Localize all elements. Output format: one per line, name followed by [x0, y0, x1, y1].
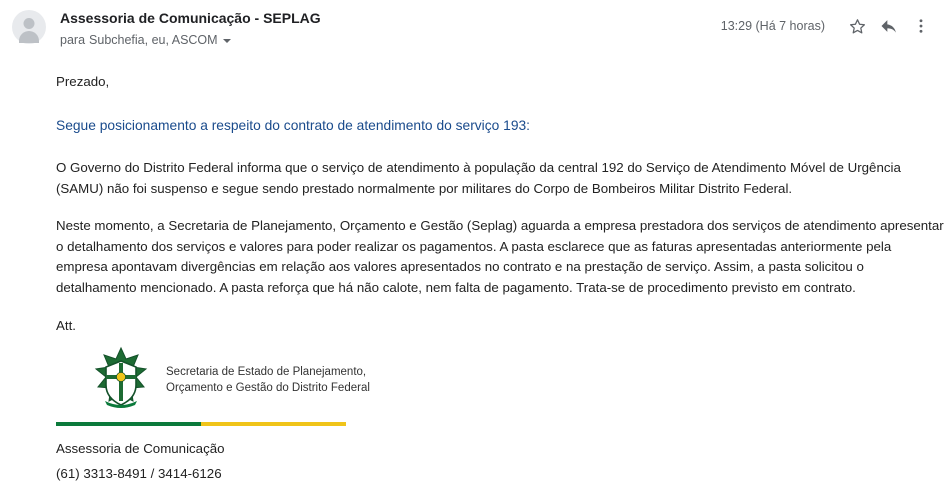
- email-body: [0, 54, 949, 484]
- signature-org-line-1: Secretaria de Estado de Planejamento,: [166, 365, 367, 378]
- lead-line-text: Segue posicionamento a respeito do contrato de atendimento do serviço 193:: [56, 117, 531, 133]
- recipient-list: Subchefia, eu, ASCOM: [89, 33, 218, 47]
- signature-bar-green: [56, 422, 201, 426]
- sender-name: Assessoria de Comunicação - SEPLAG: [60, 10, 321, 26]
- signature-phone: (61) 3313-8491 / 3414-6126: [56, 465, 222, 481]
- signature-org-block: [166, 364, 370, 397]
- paragraph-2: Neste momento, a Secretaria de Planejamento, Orçamento e Gestão (Seplag) aguarda a empresa prestadora dos serviços de atendimento apresentar o detalhamento dos serviços e valores para poder realizar os pagamentos. A pasta esclarece que as faturas apresentadas anteriormente pela empresa apontavam divergências em relação aos valores apresentados no contrato e na prestação de serviço. Assim, a pasta solicitou o detalhamento mencionado. A pasta reforça que há não calote, nem falta de pagamento. Trata-se de procedimento previsto em contrato.: [56, 218, 944, 296]
- paragraph-1: O Governo do Distrito Federal informa que o serviço de atendimento à população da central 192 do Serviço de Atendimento Móvel de Urgência (SAMU) não foi suspenso e segue sendo prestado normalmente por militares do Corpo de Bombeiros Militar Distrito Federal.: [56, 159, 901, 196]
- signature-department: Assessoria de Comunicação: [56, 441, 225, 457]
- signature-top-row: [56, 344, 949, 416]
- email-timestamp: 13:29 (Há 7 horas): [720, 19, 825, 33]
- signature-color-bar: [56, 422, 346, 426]
- avatar: [12, 10, 46, 44]
- government-crest-icon: [86, 345, 156, 415]
- header-actions: [721, 8, 937, 42]
- recipient-to-label: para: [60, 33, 86, 47]
- greeting-text: Prezado,: [56, 74, 110, 89]
- more-vert-icon[interactable]: [905, 10, 937, 42]
- reply-icon[interactable]: [873, 10, 905, 42]
- chevron-down-icon[interactable]: [223, 39, 231, 43]
- closing-text: Att.: [56, 317, 76, 333]
- recipient-line[interactable]: [60, 31, 721, 49]
- star-icon[interactable]: [841, 10, 873, 42]
- email-header: [0, 0, 949, 54]
- signature-org-line-2: Orçamento e Gestão do Distrito Federal: [166, 382, 370, 395]
- sender-block: [60, 8, 721, 49]
- signature-bar-yellow: [201, 422, 346, 426]
- email-signature: [56, 344, 949, 484]
